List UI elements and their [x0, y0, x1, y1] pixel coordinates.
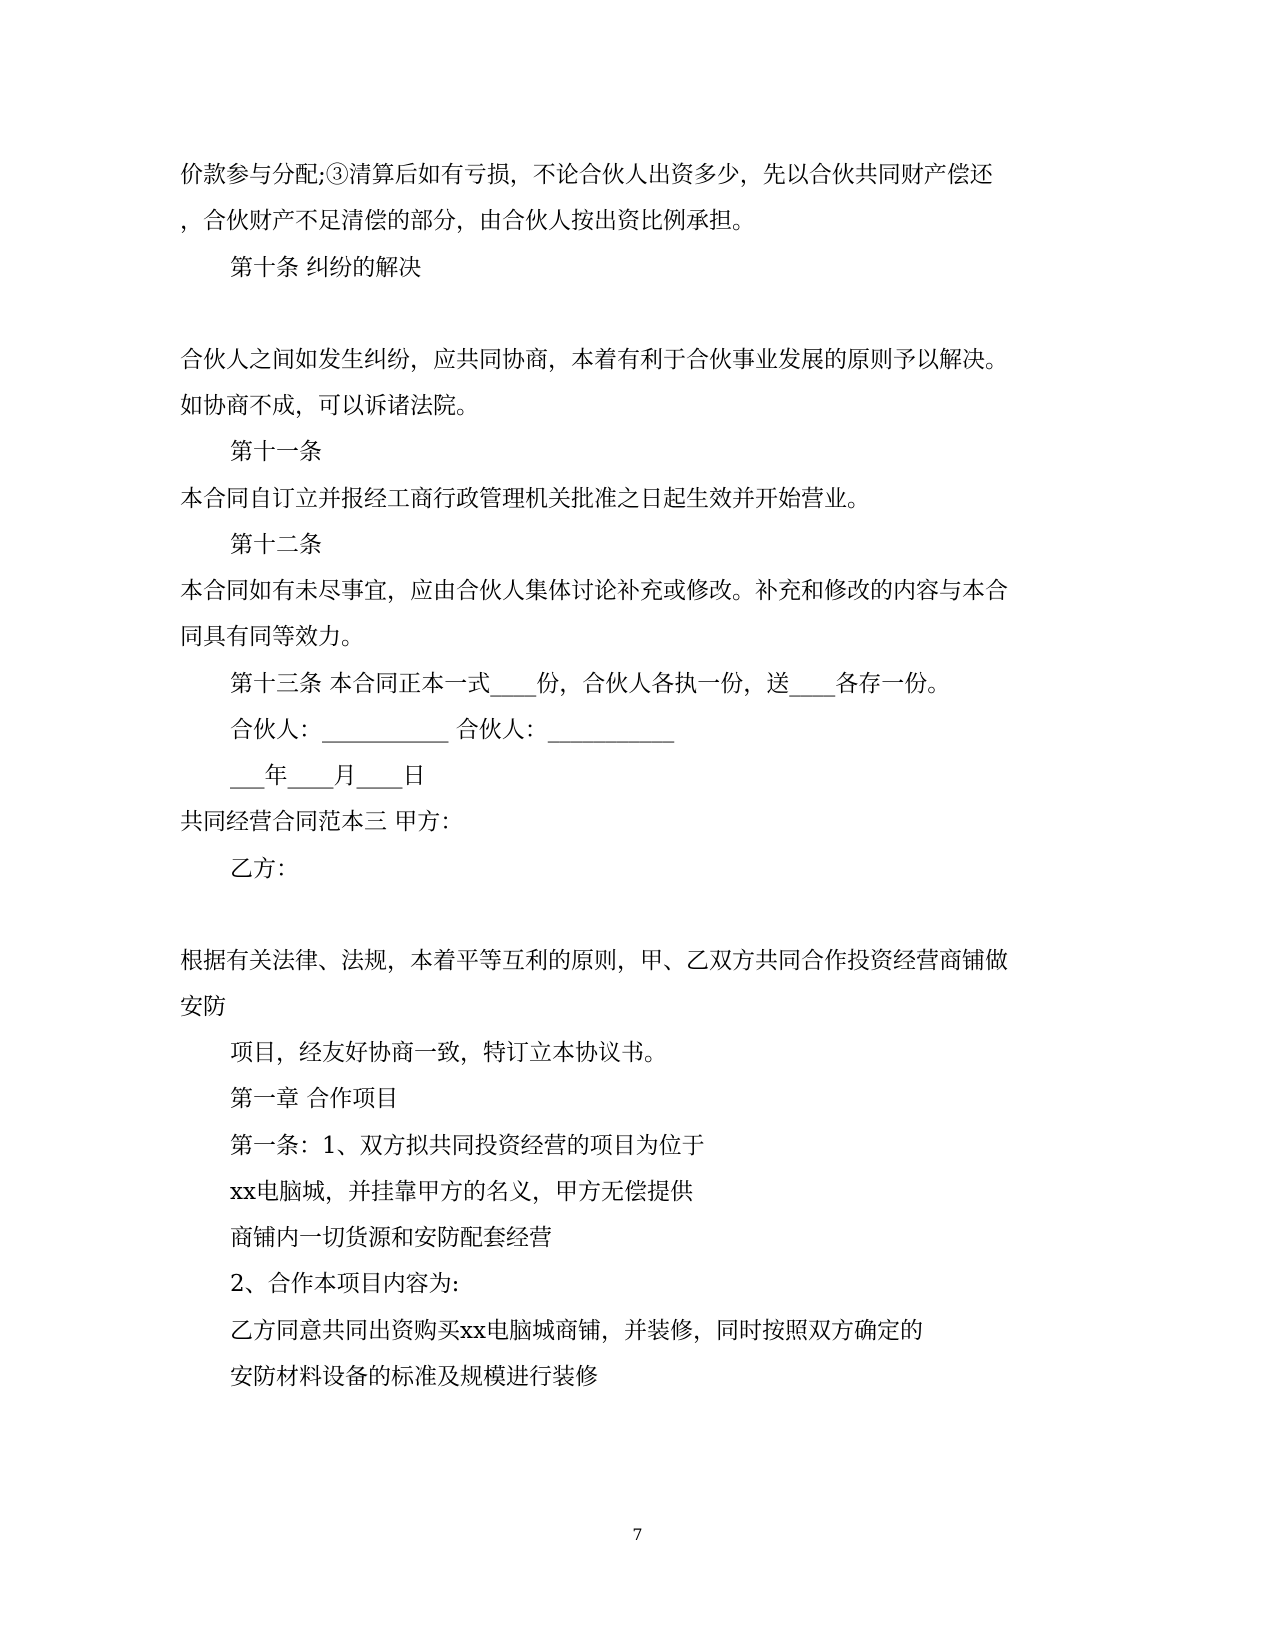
- paragraph-line: 第一条：1、双方拟共同投资经营的项目为位于: [230, 1133, 705, 1159]
- date-line: ___年____月____日: [230, 763, 426, 789]
- chapter-heading: 第一章 合作项目: [230, 1086, 399, 1112]
- paragraph-line: 本合同如有未尽事宜，应由合伙人集体讨论补充或修改。补充和修改的内容与本合: [180, 578, 1008, 604]
- paragraph-line: 同具有同等效力。: [180, 624, 364, 650]
- page-number: 7: [632, 1525, 643, 1544]
- section-heading: 第十二条: [230, 532, 322, 558]
- signature-line: 合伙人：___________ 合伙人：___________: [230, 717, 675, 743]
- paragraph-line: ，合伙财产不足清偿的部分，由合伙人按出资比例承担。: [180, 208, 755, 234]
- paragraph-line: 根据有关法律、法规，本着平等互利的原则，甲、乙双方共同合作投资经营商铺做: [180, 948, 1008, 974]
- paragraph-line: 安防: [180, 994, 226, 1020]
- paragraph-line: 价款参与分配;③清算后如有亏损，不论合伙人出资多少，先以合伙共同财产偿还: [180, 162, 993, 188]
- paragraph-line: 2、合作本项目内容为:: [230, 1271, 460, 1297]
- paragraph-line: 本合同自订立并报经工商行政管理机关批准之日起生效并开始营业。: [180, 486, 870, 512]
- document-title-line: 共同经营合同范本三 甲方：: [180, 809, 464, 835]
- paragraph-line: 乙方同意共同出资购买xx电脑城商铺，并装修，同时按照双方确定的: [230, 1318, 923, 1344]
- paragraph-line: 项目，经友好协商一致，特订立本协议书。: [230, 1040, 667, 1066]
- section-heading: 第十一条: [230, 439, 322, 465]
- paragraph-line: 安防材料设备的标准及规模进行装修: [230, 1364, 598, 1390]
- party-line: 乙方：: [230, 856, 299, 882]
- paragraph-line: xx电脑城，并挂靠甲方的名义，甲方无偿提供: [230, 1179, 693, 1205]
- paragraph-line: 第十三条 本合同正本一式____份，合伙人各执一份，送____各存一份。: [230, 671, 951, 697]
- section-heading: 第十条 纠纷的解决: [230, 255, 422, 281]
- paragraph-line: 如协商不成，可以诉诸法院。: [180, 393, 479, 419]
- paragraph-line: 商铺内一切货源和安防配套经营: [230, 1225, 552, 1251]
- paragraph-line: 合伙人之间如发生纠纷，应共同协商，本着有利于合伙事业发展的原则予以解决。: [180, 347, 1008, 373]
